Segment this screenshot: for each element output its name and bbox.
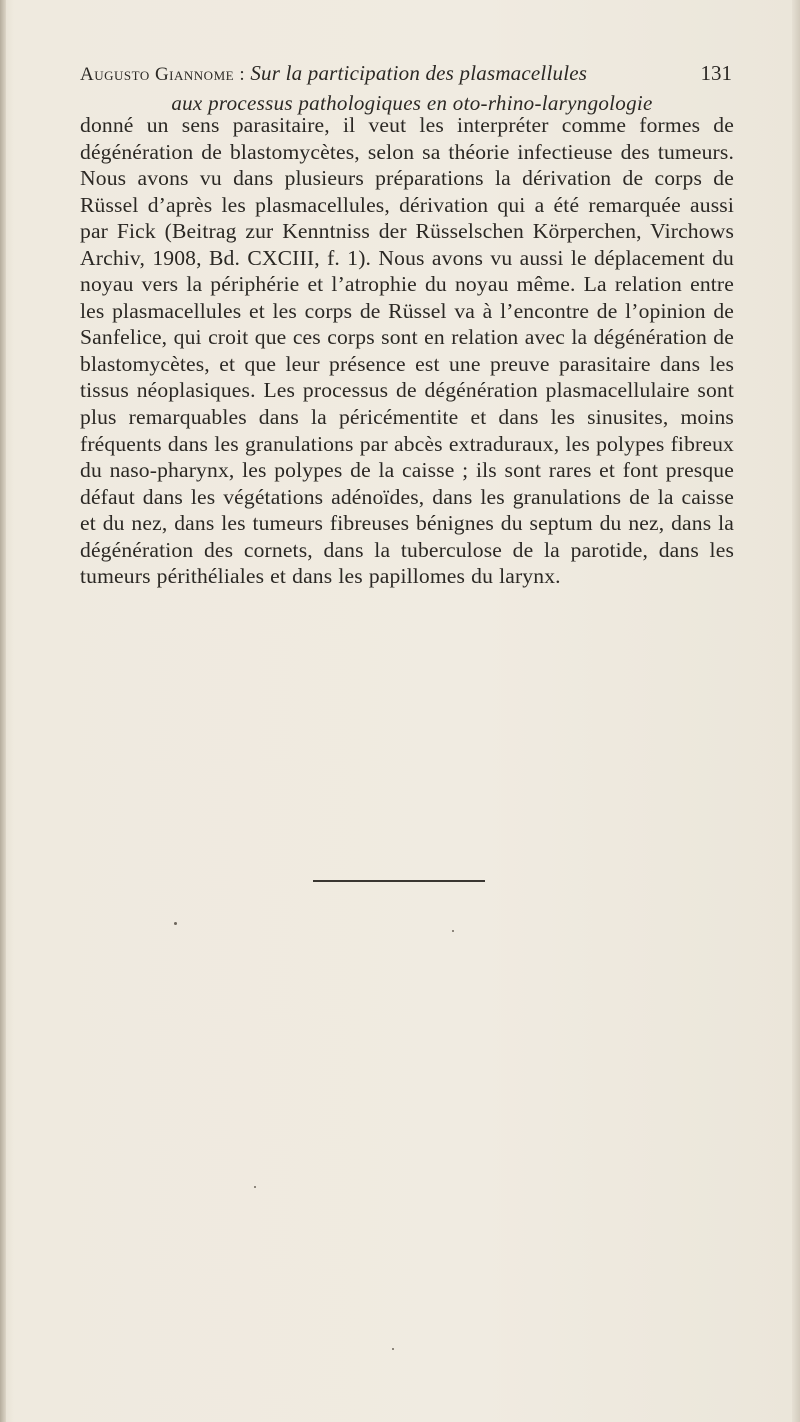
page-number: 131 [700,61,732,85]
header-title-line-2: aux processus pathologiques en oto-rhino-laryngologie [171,91,653,115]
paper-speck [392,1348,394,1350]
section-rule [313,880,485,882]
paper-speck [174,922,177,925]
header-title-line-1: Sur la participation des plasmacellules [250,61,588,85]
page-right-edge [792,0,800,1422]
header-line-1 [80,58,732,88]
header-author: Augusto Giannome : [80,64,246,85]
paper-speck [452,930,454,932]
running-header [80,58,732,118]
page-spine-edge [0,0,6,1422]
body-text [80,112,734,590]
body-paragraph: donné un sens parasitaire, il veut les interpréter comme formes de dégénération de blastomycètes, selon sa théorie infectieuse des tumeurs. Nous avons vu dans plusieurs préparations la dérivation de corps de Rüssel d’après les plasmacellules, dérivation qui a été remarquée aussi par Fick (Beitrag zur Kenntniss der Rüsselschen Körperchen, Virchows Archiv, 1908, Bd. CXCIII, f. 1). Nous avons vu aussi le déplacement du noyau vers la périphérie et l’atrophie du noyau même. La relation entre les plasmacellules et les corps de Rüssel va à l’encontre de l’opinion de Sanfelice, qui croit que ces corps sont en relation avec la dégénération de blastomycètes, et que leur présence est une preuve parasitaire dans les tissus néoplasiques. Les processus de dégénération plasmacellulaire sont plus remarquables dans la péricémentite et dans les sinusites, moins fréquents dans les granulations par abcès extraduraux, les polypes fibreux du naso-pharynx, les polypes de la caisse ; ils sont rares et font presque défaut dans les végétations adénoïdes, dans les granulations de la caisse et du nez, dans les tumeurs fibreuses bénignes du septum du nez, dans la dégénération des cornets, dans la tuberculose de la parotide, dans les tumeurs périthéliales et dans les papillomes du larynx. [80,113,734,589]
paper-speck [254,1186,256,1188]
